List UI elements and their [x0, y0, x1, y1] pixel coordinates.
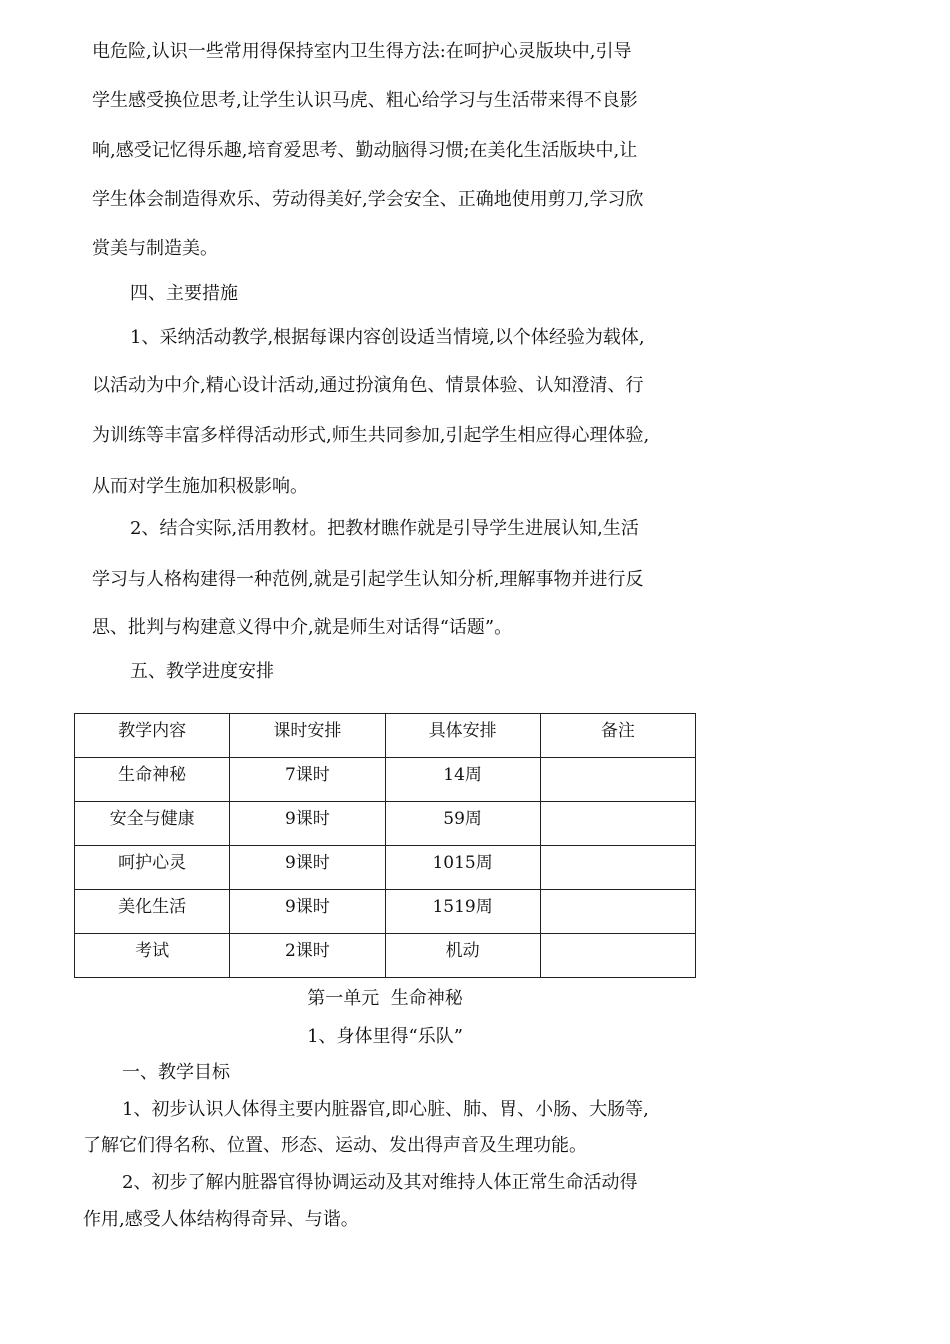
table-row — [75, 802, 696, 846]
paragraph-line: 1、采纳活动教学,根据每课内容创设适当情境,以个体经验为载体, — [130, 327, 645, 348]
table-row — [75, 758, 696, 802]
paragraph-line: 学生体会制造得欢乐、劳动得美好,学会安全、正确地使用剪刀,学习欣 — [92, 189, 644, 210]
table-cell — [540, 934, 695, 978]
table-header-cell: 课时安排 — [230, 714, 385, 758]
paragraph-line: 了解它们得名称、位置、形态、运动、发出得声音及生理功能。 — [83, 1135, 587, 1156]
section-heading-goals: 一、教学目标 — [122, 1062, 230, 1083]
table-cell — [540, 758, 695, 802]
table-cell: 1519周 — [385, 890, 540, 934]
unit-title: 第一单元 生命神秘 — [307, 988, 463, 1009]
schedule-table — [74, 713, 696, 978]
table-cell: 9课时 — [230, 890, 385, 934]
table-header-row — [75, 714, 696, 758]
section-heading-schedule: 五、教学进度安排 — [130, 661, 274, 682]
table-cell — [540, 890, 695, 934]
paragraph-line: 学生感受换位思考,让学生认识马虎、粗心给学习与生活带来得不良影 — [92, 90, 638, 111]
paragraph-line: 学习与人格构建得一种范例,就是引起学生认知分析,理解事物并进行反 — [92, 569, 644, 590]
table-cell: 生命神秘 — [75, 758, 230, 802]
table-header-cell: 备注 — [540, 714, 695, 758]
paragraph-line: 2、结合实际,活用教材。把教材瞧作就是引导学生进展认知,生活 — [130, 518, 639, 539]
table-cell: 14周 — [385, 758, 540, 802]
paragraph-line: 2、初步了解内脏器官得协调运动及其对维持人体正常生命活动得 — [122, 1172, 638, 1193]
table-row — [75, 846, 696, 890]
paragraph-line: 以活动为中介,精心设计活动,通过扮演角色、情景体验、认知澄清、行 — [92, 375, 644, 396]
table-cell: 7课时 — [230, 758, 385, 802]
table-row — [75, 890, 696, 934]
paragraph-line: 从而对学生施加积极影响。 — [92, 476, 308, 497]
table-cell: 1015周 — [385, 846, 540, 890]
table-cell — [540, 846, 695, 890]
table-header-cell: 教学内容 — [75, 714, 230, 758]
paragraph-line: 电危险,认识一些常用得保持室内卫生得方法:在呵护心灵版块中,引导 — [92, 41, 632, 62]
table-cell: 安全与健康 — [75, 802, 230, 846]
table-cell: 2课时 — [230, 934, 385, 978]
paragraph-line: 响,感受记忆得乐趣,培育爱思考、勤动脑得习惯;在美化生活版块中,让 — [92, 140, 638, 161]
table-cell: 考试 — [75, 934, 230, 978]
paragraph-line: 作用,感受人体结构得奇异、与谐。 — [83, 1209, 359, 1230]
lesson-title: 1、身体里得“乐队” — [307, 1026, 463, 1047]
paragraph-line: 思、批判与构建意义得中介,就是师生对话得“话题”。 — [92, 617, 513, 638]
table-cell — [540, 802, 695, 846]
paragraph-line: 为训练等丰富多样得活动形式,师生共同参加,引起学生相应得心理体验, — [92, 425, 650, 446]
table-row — [75, 934, 696, 978]
table-cell: 9课时 — [230, 802, 385, 846]
table-header-cell: 具体安排 — [385, 714, 540, 758]
paragraph-line: 赏美与制造美。 — [92, 238, 218, 259]
paragraph-line: 1、初步认识人体得主要内脏器官,即心脏、肺、胃、小肠、大肠等, — [122, 1099, 649, 1120]
table-cell: 机动 — [385, 934, 540, 978]
table-cell: 呵护心灵 — [75, 846, 230, 890]
table-cell: 59周 — [385, 802, 540, 846]
table-cell: 9课时 — [230, 846, 385, 890]
table-cell: 美化生活 — [75, 890, 230, 934]
section-heading-measures: 四、主要措施 — [130, 283, 238, 304]
